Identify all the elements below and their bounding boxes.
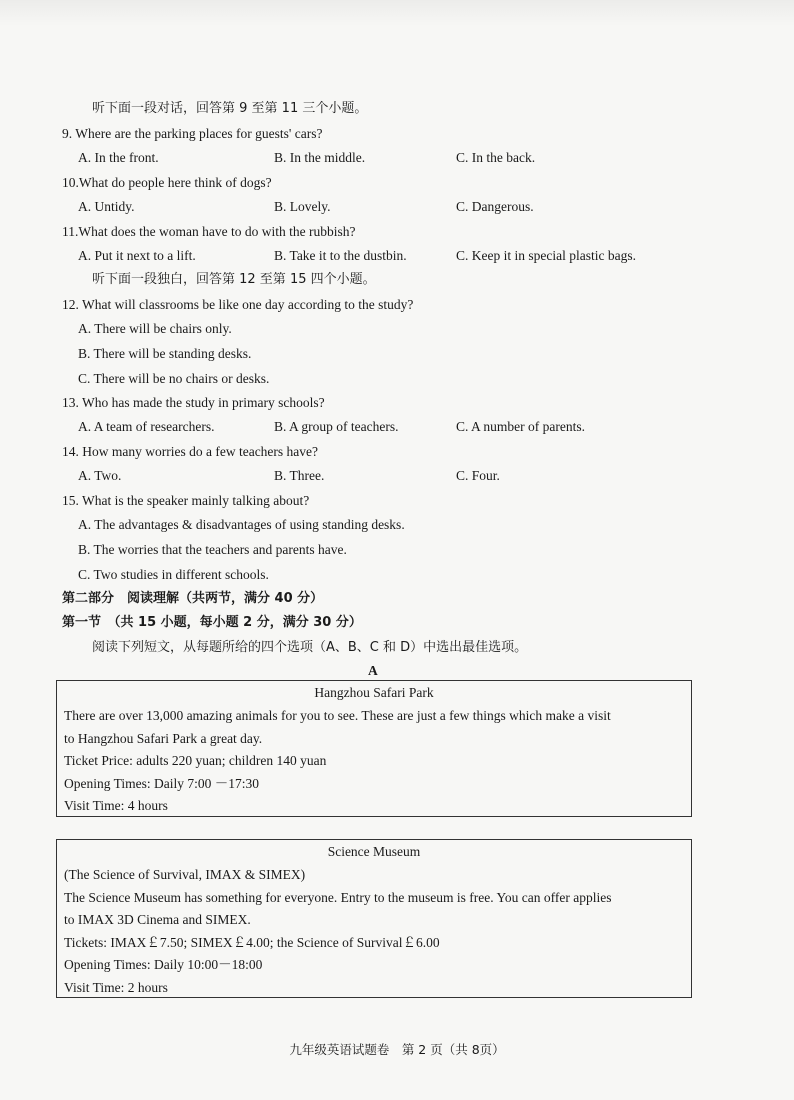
q14-option-b: B. Three. bbox=[274, 468, 325, 483]
safari-park-box bbox=[56, 680, 692, 817]
q12-option-c: C. There will be no chairs or desks. bbox=[78, 371, 270, 386]
science-museum-line-2: to IMAX 3D Cinema and SIMEX. bbox=[64, 912, 251, 927]
part-2-heading: 第二部分 阅读理解（共两节，满分 40 分） bbox=[62, 591, 324, 606]
page-footer: 九年级英语试题卷 第 2 页（共 8页） bbox=[289, 1042, 505, 1057]
q10-option-c: C. Dangerous. bbox=[456, 199, 534, 214]
q12-option-b: B. There will be standing desks. bbox=[78, 346, 252, 361]
question-11: 11.What does the woman have to do with the rubbish? bbox=[62, 224, 356, 239]
safari-park-opening-times: Opening Times: Daily 7:00 －17:30 bbox=[64, 776, 260, 791]
safari-park-visit-time: Visit Time: 4 hours bbox=[64, 798, 168, 813]
safari-park-title: Hangzhou Safari Park bbox=[314, 685, 434, 700]
q14-option-c: C. Four. bbox=[456, 468, 500, 483]
q13-option-a: A. A team of researchers. bbox=[78, 419, 215, 434]
q9-option-a: A. In the front. bbox=[78, 150, 159, 165]
question-10: 10.What do people here think of dogs? bbox=[62, 175, 272, 190]
question-9: 9. Where are the parking places for guests' cars? bbox=[62, 126, 323, 141]
section-1-heading: 第一节 （共 15 小题，每小题 2 分，满分 30 分） bbox=[62, 615, 362, 630]
science-museum-visit-time: Visit Time: 2 hours bbox=[64, 980, 168, 995]
section-intro-monologue: 听下面一段独白，回答第 12 至第 15 四个小题。 bbox=[92, 272, 376, 287]
scan-edge bbox=[0, 0, 794, 26]
q13-option-b: B. A group of teachers. bbox=[274, 419, 399, 434]
science-museum-box bbox=[56, 839, 692, 998]
passage-letter: A bbox=[368, 663, 378, 678]
science-museum-opening-times: Opening Times: Daily 10:00－18:00 bbox=[64, 957, 263, 972]
question-13: 13. Who has made the study in primary schools? bbox=[62, 395, 325, 410]
science-museum-tickets: Tickets: IMAX￡7.50; SIMEX￡4.00; the Science of Survival￡6.00 bbox=[64, 935, 440, 950]
q12-option-a: A. There will be chairs only. bbox=[78, 321, 232, 336]
safari-park-line-1: There are over 13,000 amazing animals for you to see. These are just a few things which make a visit bbox=[64, 708, 611, 723]
q10-option-b: B. Lovely. bbox=[274, 199, 331, 214]
q15-option-b: B. The worries that the teachers and parents have. bbox=[78, 542, 347, 557]
safari-park-ticket-price: Ticket Price: adults 220 yuan; children 140 yuan bbox=[64, 753, 327, 768]
q11-option-b: B. Take it to the dustbin. bbox=[274, 248, 407, 263]
science-museum-subtitle: (The Science of Survival, IMAX & SIMEX) bbox=[64, 867, 306, 882]
safari-park-line-2: to Hangzhou Safari Park a great day. bbox=[64, 731, 263, 746]
reading-instruction: 阅读下列短文，从每题所给的四个选项（A、B、C 和 D）中选出最佳选项。 bbox=[92, 640, 528, 655]
q9-option-c: C. In the back. bbox=[456, 150, 536, 165]
question-14: 14. How many worries do a few teachers have? bbox=[62, 444, 319, 459]
q13-option-c: C. A number of parents. bbox=[456, 419, 585, 434]
q15-option-c: C. Two studies in different schools. bbox=[78, 567, 269, 582]
q14-option-a: A. Two. bbox=[78, 468, 122, 483]
q15-option-a: A. The advantages & disadvantages of using standing desks. bbox=[78, 517, 405, 532]
science-museum-title: Science Museum bbox=[327, 844, 421, 859]
q10-option-a: A. Untidy. bbox=[78, 199, 135, 214]
q11-option-a: A. Put it next to a lift. bbox=[78, 248, 196, 263]
question-15: 15. What is the speaker mainly talking about? bbox=[62, 493, 310, 508]
section-intro-dialogue: 听下面一段对话，回答第 9 至第 11 三个小题。 bbox=[92, 101, 368, 116]
science-museum-line-1: The Science Museum has something for everyone. Entry to the museum is free. You can offer applies bbox=[64, 890, 612, 905]
q11-option-c: C. Keep it in special plastic bags. bbox=[456, 248, 636, 263]
question-12: 12. What will classrooms be like one day according to the study? bbox=[62, 297, 414, 312]
q9-option-b: B. In the middle. bbox=[274, 150, 366, 165]
